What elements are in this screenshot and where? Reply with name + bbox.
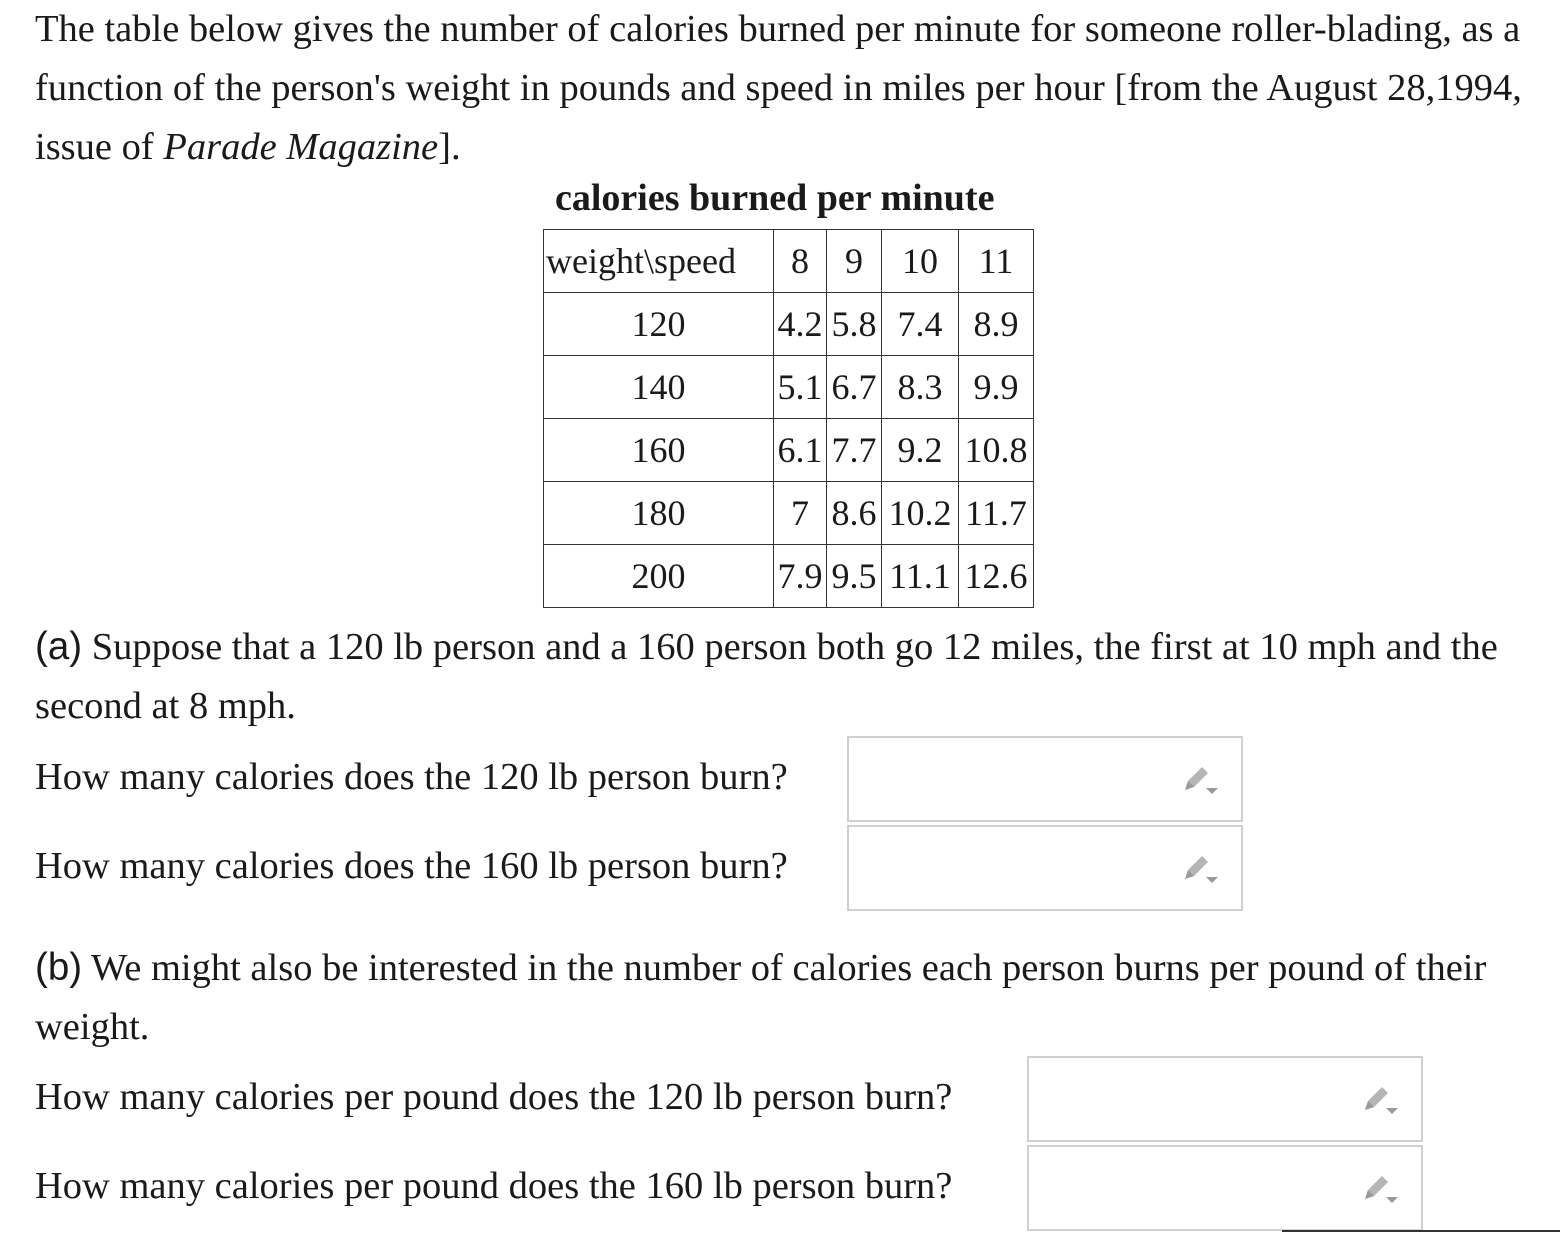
- answer-box-b2[interactable]: [1027, 1145, 1423, 1231]
- speed-header: 10: [882, 230, 959, 293]
- table-row: [544, 356, 1034, 419]
- answer-input-b1[interactable]: [1039, 1058, 1343, 1140]
- answer-input-a2[interactable]: [859, 827, 1163, 909]
- value-cell: 5.1: [774, 356, 827, 419]
- answer-box-a1[interactable]: [847, 736, 1243, 822]
- value-cell: 8.9: [959, 293, 1034, 356]
- calories-table: [543, 229, 1034, 608]
- value-cell: 7.4: [882, 293, 959, 356]
- pencil-dropdown-icon[interactable]: [1361, 1084, 1399, 1118]
- value-cell: 8.6: [827, 482, 882, 545]
- table-row: [544, 293, 1034, 356]
- value-cell: 7.7: [827, 419, 882, 482]
- speed-header: 9: [827, 230, 882, 293]
- question-b1: How many calories per pound does the 120 lb person burn?: [35, 1076, 953, 1118]
- divider-line: [1282, 1230, 1560, 1232]
- part-b-text: We might also be interested in the number of calories each person burns per pound of their weight.: [35, 947, 1487, 1048]
- part-a-label: (a): [35, 625, 83, 668]
- value-cell: 10.8: [959, 419, 1034, 482]
- answer-box-b1[interactable]: [1027, 1056, 1423, 1142]
- answer-input-b2[interactable]: [1039, 1147, 1343, 1229]
- part-a-text: Suppose that a 120 lb person and a 160 person both go 12 miles, the first at 10 mph and the second at 8 mph.: [35, 626, 1498, 727]
- intro-text-end: ].: [438, 126, 461, 168]
- question-a1: How many calories does the 120 lb person burn?: [35, 756, 788, 798]
- question-b2: How many calories per pound does the 160 lb person burn?: [35, 1165, 953, 1207]
- answer-input-a1[interactable]: [859, 738, 1163, 820]
- value-cell: 10.2: [882, 482, 959, 545]
- answer-box-a2[interactable]: [847, 825, 1243, 911]
- part-a-paragraph: [35, 617, 1535, 736]
- pencil-dropdown-icon[interactable]: [1361, 1173, 1399, 1207]
- part-b-paragraph: [35, 938, 1535, 1057]
- value-cell: 9.2: [882, 419, 959, 482]
- weight-cell: 120: [544, 293, 774, 356]
- table-caption: calories burned per minute: [555, 177, 995, 219]
- magazine-title: Parade Magazine: [163, 126, 439, 168]
- intro-paragraph: [35, 0, 1525, 177]
- value-cell: 4.2: [774, 293, 827, 356]
- value-cell: 11.7: [959, 482, 1034, 545]
- value-cell: 6.1: [774, 419, 827, 482]
- weight-cell: 180: [544, 482, 774, 545]
- table-header-row: [544, 230, 1034, 293]
- speed-header: 8: [774, 230, 827, 293]
- value-cell: 11.1: [882, 545, 959, 608]
- weight-cell: 200: [544, 545, 774, 608]
- table-row: [544, 419, 1034, 482]
- part-b-label: (b): [35, 946, 83, 989]
- value-cell: 7: [774, 482, 827, 545]
- value-cell: 6.7: [827, 356, 882, 419]
- intro-text: The table below gives the number of calories burned per minute for someone roller-blading, as a function of the person's weight in pounds and speed in miles per hour [from the August 28,1994, issue of: [35, 8, 1522, 168]
- table-row: [544, 482, 1034, 545]
- weight-cell: 140: [544, 356, 774, 419]
- question-a2: How many calories does the 160 lb person burn?: [35, 845, 788, 887]
- weight-cell: 160: [544, 419, 774, 482]
- value-cell: 7.9: [774, 545, 827, 608]
- table-row: [544, 545, 1034, 608]
- pencil-dropdown-icon[interactable]: [1181, 764, 1219, 798]
- value-cell: 9.5: [827, 545, 882, 608]
- value-cell: 9.9: [959, 356, 1034, 419]
- speed-header: 11: [959, 230, 1034, 293]
- value-cell: 5.8: [827, 293, 882, 356]
- value-cell: 12.6: [959, 545, 1034, 608]
- value-cell: 8.3: [882, 356, 959, 419]
- pencil-dropdown-icon[interactable]: [1181, 853, 1219, 887]
- corner-header: weight\speed: [544, 230, 774, 293]
